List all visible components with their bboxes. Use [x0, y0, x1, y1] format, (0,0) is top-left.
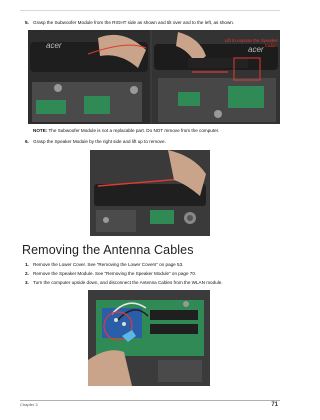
step-text: Grasp the Subwoofer Module from the RIGHT side as shown and tilt over and to the left, as shown.: [33, 20, 235, 25]
step-text: Remove the Lower Cover. See “Removing the Lower Covers” on page 53.: [33, 262, 184, 267]
photo-wlan-antenna-cables: [88, 290, 210, 386]
footer-chapter: Chapter 3: [20, 402, 38, 407]
step-2: [25, 271, 196, 277]
page-number: 71: [271, 402, 278, 408]
note-text: The Subwoofer Module is not a replacable part. Do NOT remove from the computer.: [48, 128, 220, 133]
acer-logo-right: acer: [248, 45, 264, 54]
acer-logo-left: acer: [46, 41, 62, 50]
step-text: Remove the Speaker Module. See “Removing the Speaker Module” on page 70.: [33, 271, 197, 276]
header-rule: [20, 10, 280, 11]
callout-lift-speaker-cable: Lift to expose the Speaker Cable.: [224, 38, 278, 49]
note-label: NOTE:: [33, 128, 48, 133]
step-number: 6.: [25, 139, 29, 144]
photo-speaker-module: [90, 150, 210, 236]
step-6: [25, 139, 166, 145]
section-heading: Removing the Antenna Cables: [22, 243, 194, 257]
step-text: Grasp the Speaker Module by the right side and lift up to remove.: [33, 139, 166, 144]
step-number: 5.: [25, 20, 29, 25]
step-3: [25, 280, 223, 286]
footer-rule: [20, 400, 280, 401]
step-5: [25, 20, 234, 26]
step-1: [25, 262, 183, 268]
step-text: Turn the computer upside down, and disconnect the Antenna Cables from the WLAN module.: [33, 280, 223, 285]
note: [33, 128, 219, 133]
step-number: 2.: [25, 271, 29, 276]
step-number: 3.: [25, 280, 29, 285]
step-number: 1.: [25, 262, 29, 267]
